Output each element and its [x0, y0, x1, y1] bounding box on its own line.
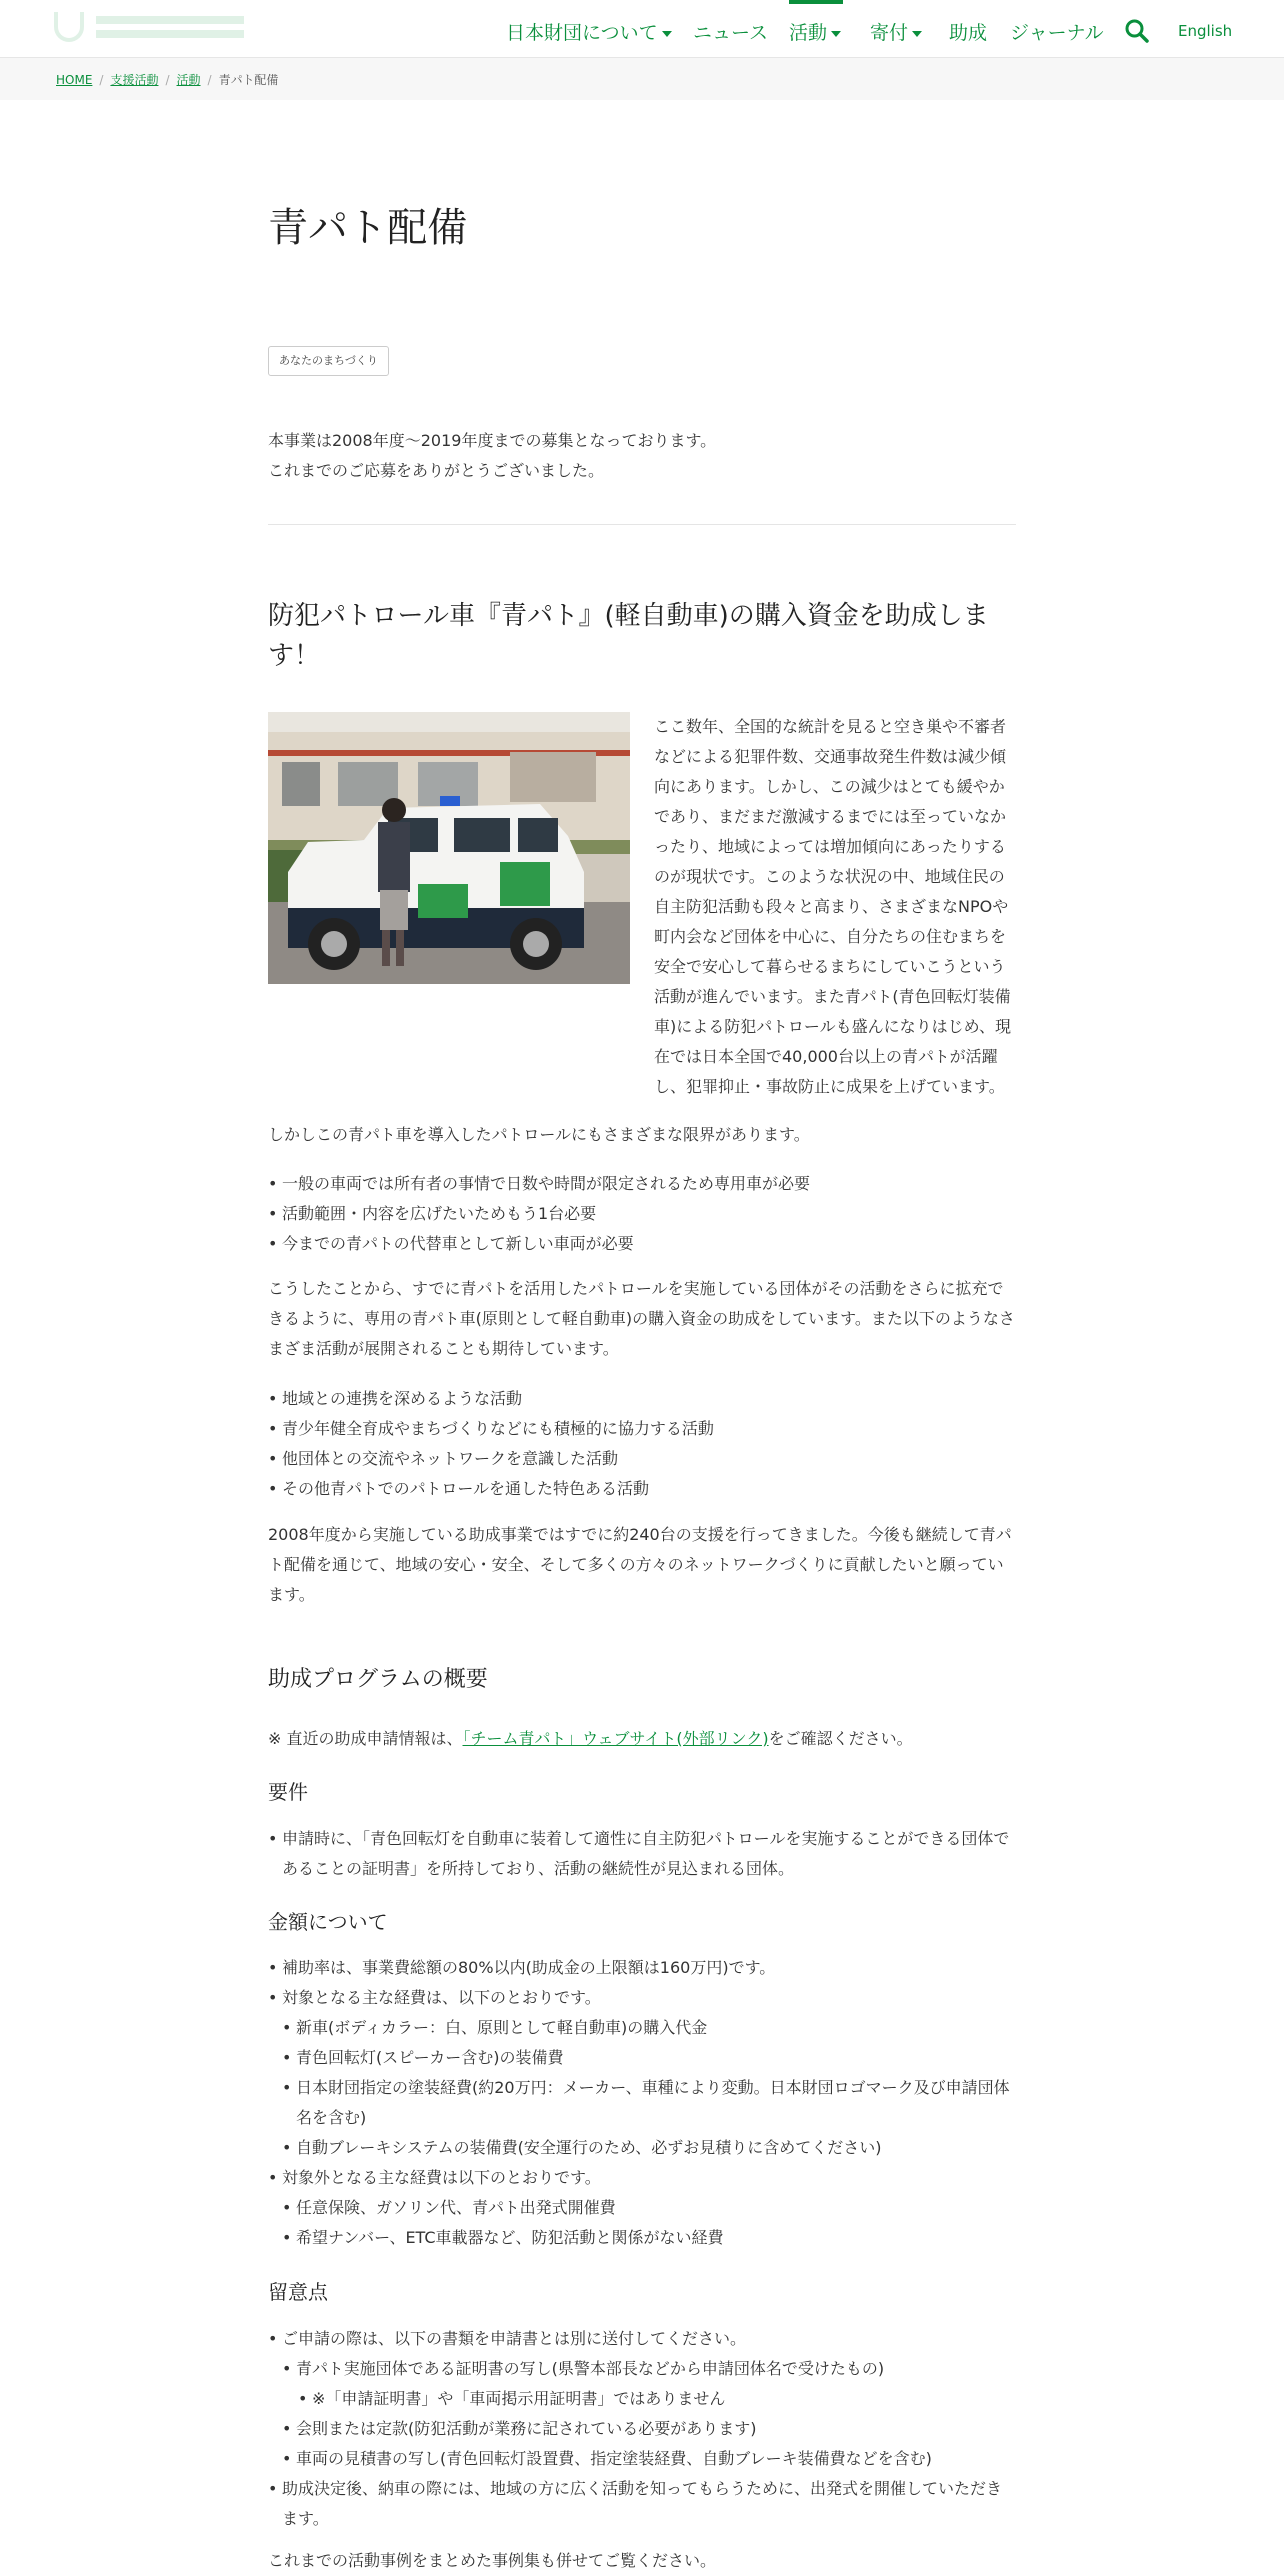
breadcrumb: HOME / 支援活動 / 活動 / 青パト配備: [56, 73, 279, 87]
list-item: • 他団体との交流やネットワークを意識した活動: [268, 1444, 1016, 1474]
notes-heading: 留意点: [268, 2280, 328, 2304]
nav-activities[interactable]: 活動: [789, 18, 841, 45]
list-item: • 青パト実施団体である証明書の写し(県警本部長などから申請団体名で受けたもの): [268, 2354, 1016, 2384]
list-item: • 車両の見積書の写し(青色回転灯設置費、指定塗装経費、自動ブレーキ装備費などを含む): [268, 2444, 1016, 2474]
category-tag[interactable]: あなたのまちづくり: [268, 346, 389, 376]
overview-heading: 助成プログラムの概要: [268, 1667, 488, 1692]
amount-heading: 金額について: [268, 1910, 388, 1934]
list-item: • 希望ナンバー、ETC車載器など、防犯活動と関係がない経費: [268, 2223, 1016, 2253]
nav-journal[interactable]: ジャーナル: [1010, 22, 1104, 44]
intro-paragraph: ここ数年、全国的な統計を見ると空き巣や不審者などによる犯罪件数、交通事故発生件数は減少傾向にあります。しかし、この減少はとても緩やかであり、まだまだ激減するまでには至っていなかったり、地域によっては増加傾向にあったりするのが現状です。このような状況の中、地域住民の自主防犯活動も段々と高まり、さまざまなNPOや町内会など団体を中心に、自分たちの住むまちを安全で安心して暮らせるまちにしていこうという活動が進んでいます。また青パト(青色回転灯装備車)による防犯パトロールも盛んになりはじめ、現在では日本全国で40,000台以上の青パトが活躍し、犯罪抑止・事故防止に成果を上げています。: [654, 717, 1011, 1096]
search-icon: [1124, 18, 1150, 44]
list-item: • 対象となる主な経費は、以下のとおりです。: [268, 1983, 1016, 2013]
chevron-down-icon: [662, 31, 672, 37]
nav-donate[interactable]: 寄付: [870, 18, 922, 45]
limits-paragraph: しかしこの青パト車を導入したパトロールにもさまざまな限界があります。: [268, 1125, 810, 1144]
list-item: • 青色回転灯(スピーカー含む)の装備費: [268, 2043, 1016, 2073]
patrol-car-photo: [268, 712, 630, 984]
activities-list: [268, 1384, 1016, 1504]
search-button[interactable]: [1124, 18, 1150, 44]
list-item: • 助成決定後、納車の際には、地域の方に広く活動を知ってもらうために、出発式を開催していただきます。: [268, 2474, 1016, 2534]
list-item: • 日本財団指定の塗装経費(約20万円：メーカー、車種により変動。日本財団ロゴマーク及び申請団体名を含む): [268, 2073, 1016, 2133]
list-item: • ご申請の際は、以下の書類を申請書とは別に送付してください。: [268, 2324, 1016, 2354]
breadcrumb-activities[interactable]: 活動: [176, 73, 201, 87]
chevron-down-icon: [831, 31, 841, 37]
list-item: • 補助率は、事業費総額の80%以内(助成金の上限額は160万円)です。: [268, 1953, 1016, 1983]
logo-mark-icon: [54, 12, 84, 42]
nav-grants[interactable]: 助成: [949, 22, 988, 44]
breadcrumb-current: 青パト配備: [218, 73, 279, 87]
list-item: • 対象外となる主な経費は以下のとおりです。: [268, 2163, 1016, 2193]
closing-paragraph: これまでの活動事例をまとめた事例集も併せてご覧ください。: [268, 2551, 717, 2570]
list-item: • 活動範囲・内容を広げたいためもう1台必要: [268, 1199, 1016, 1229]
overview-note: ※ 直近の助成申請情報は、「チーム青パト」ウェブサイト(外部リンク)をご確認ください。: [268, 1729, 913, 1748]
program-notice: 本事業は2008年度〜2019年度までの募集となっております。 これまでのご応募をありがとうございました。: [268, 431, 717, 480]
nav-news[interactable]: ニュース: [693, 22, 769, 44]
breadcrumb-support-activities[interactable]: 支援活動: [110, 73, 159, 87]
list-item: • 会則または定款(防犯活動が業務に記されている必要があります): [268, 2414, 1016, 2444]
list-item: • 自動ブレーキシステムの装備費(安全運行のため、必ずお見積りに含めてください): [268, 2133, 1016, 2163]
team-aopato-external-link[interactable]: 「チーム青パト」ウェブサイト(外部リンク): [462, 1729, 769, 1748]
divider: [268, 524, 1016, 525]
limits-list: [268, 1169, 1016, 1259]
support-paragraph: こうしたことから、すでに青パトを活用したパトロールを実施している団体がその活動をさらに拡充できるように、専用の青パト車(原則として軽自動車)の購入資金の助成をしています。また以下のようなさまざま活動が展開されることも期待しています。: [268, 1279, 1015, 1358]
breadcrumb-bar: [0, 58, 1284, 100]
list-item: • 地域との連携を深めるような活動: [268, 1384, 1016, 1414]
requirements-heading: 要件: [268, 1780, 308, 1804]
list-item: • 任意保険、ガソリン代、青パト出発式開催費: [268, 2193, 1016, 2223]
requirements-list: [268, 1824, 1016, 1884]
list-item: • 今までの青パトの代替車として新しい車両が必要: [268, 1229, 1016, 1259]
nav-about[interactable]: 日本財団について: [506, 18, 672, 45]
breadcrumb-home[interactable]: HOME: [56, 73, 93, 87]
list-item: • 申請時に、「青色回転灯を自動車に装着して適性に自主防犯パトロールを実施することができる団体であることの証明書」を所持しており、活動の継続性が見込まれる団体。: [268, 1824, 1016, 1884]
list-item: • その他青パトでのパトロールを通した特色ある活動: [268, 1474, 1016, 1504]
nippon-foundation-logo[interactable]: [54, 10, 244, 46]
language-switch-english[interactable]: English: [1178, 22, 1233, 40]
notes-list: [268, 2324, 1016, 2534]
results-paragraph: 2008年度から実施している助成事業ではすでに約240台の支援を行ってきました。今後も継続して青パト配備を通じて、地域の安心・安全、そして多くの方々のネットワークづくりに貢献したいと願っています。: [268, 1525, 1012, 1604]
list-item: • 青少年健全育成やまちづくりなどにも積極的に協力する活動: [268, 1414, 1016, 1444]
page-title: 青パト配備: [268, 205, 468, 251]
amount-list: [268, 1953, 1016, 2253]
list-item: • 新車(ボディカラー：白、原則として軽自動車)の購入代金: [268, 2013, 1016, 2043]
site-header: [0, 0, 1284, 58]
nav-active-indicator: [789, 0, 843, 4]
chevron-down-icon: [912, 31, 922, 37]
list-item: • 一般の車両では所有者の事情で日数や時間が限定されるため専用車が必要: [268, 1169, 1016, 1199]
list-item: • ※「申請証明書」や「車両掲示用証明書」ではありません: [268, 2384, 1016, 2414]
lead-heading: 防犯パトロール車『青パト』(軽自動車)の購入資金を助成します！: [268, 601, 989, 671]
